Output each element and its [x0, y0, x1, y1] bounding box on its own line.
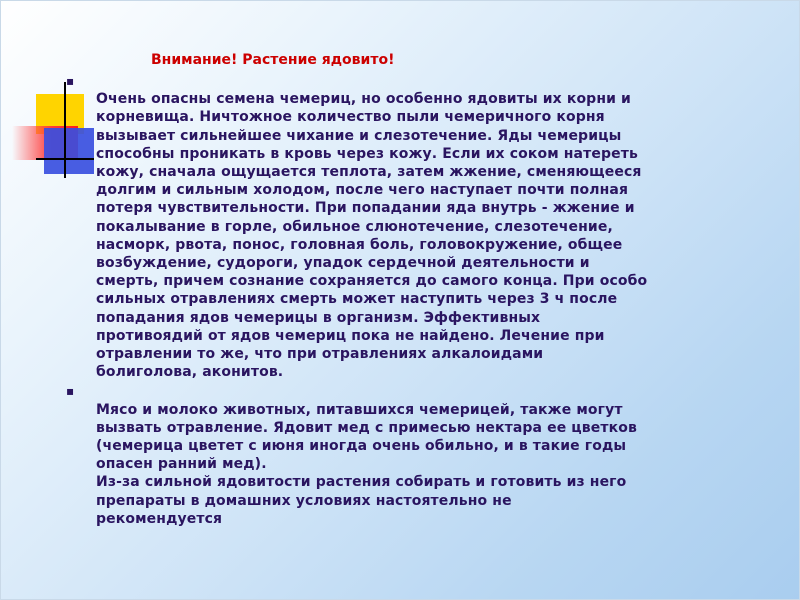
paragraph-text: Мясо и молоко животных, питавшихся чемерицей, также могут вызвать отравление. Ядовит мед с примесью нектара ее цветков (чемерица цветет с июня иногда очень обильно, и в такие годы опасен ранний мед). Из-за сильной ядовитости растения собирать и готовить из него препараты в домашних условиях настоятельно не рекомендуется	[96, 401, 637, 527]
decor-blue-square	[44, 128, 94, 174]
slide-content	[66, 72, 786, 528]
decor-vertical-line	[64, 82, 66, 178]
decor-horizontal-line	[36, 158, 94, 160]
paragraph-symptoms	[66, 72, 786, 381]
bullet-icon: ▪	[66, 384, 75, 399]
bullet-icon: ▪	[66, 74, 75, 88]
paragraph-text: Очень опасны семена чемериц, но особенно ядовиты их корни и корневища. Ничтожное количество пыли чемеричного корня вызывает сильнейшее чихание и слезотечение. Яды чемерицы способны проникать в кровь через кожу. Если их соком натереть кожу, сначала ощущается теплота, затем жжение, сменяющееся долгим и сильным холодом, после чего наступает почти полная потеря чувствительности. При попадании яда внутрь - жжение и покалывание в горле, обильное слюнотечение, слезотечение, насморк, рвота, понос, головная боль, головокружение, общее возбуждение, судороги, упадок сердечной деятельности и смерть, причем сознание сохраняется до самого конца. При особо сильных отравлениях смерть может наступить через 3 ч после попадания ядов чемерицы в организм. Эффективных противоядий от ядов чемериц пока не найдено. Лечение при отравлении то же, что при отравлениях алкалоидами болиголова, аконитов.	[96, 91, 648, 381]
slide-title: Внимание! Растение ядовито!	[151, 52, 395, 68]
paragraph-warning	[66, 382, 786, 528]
